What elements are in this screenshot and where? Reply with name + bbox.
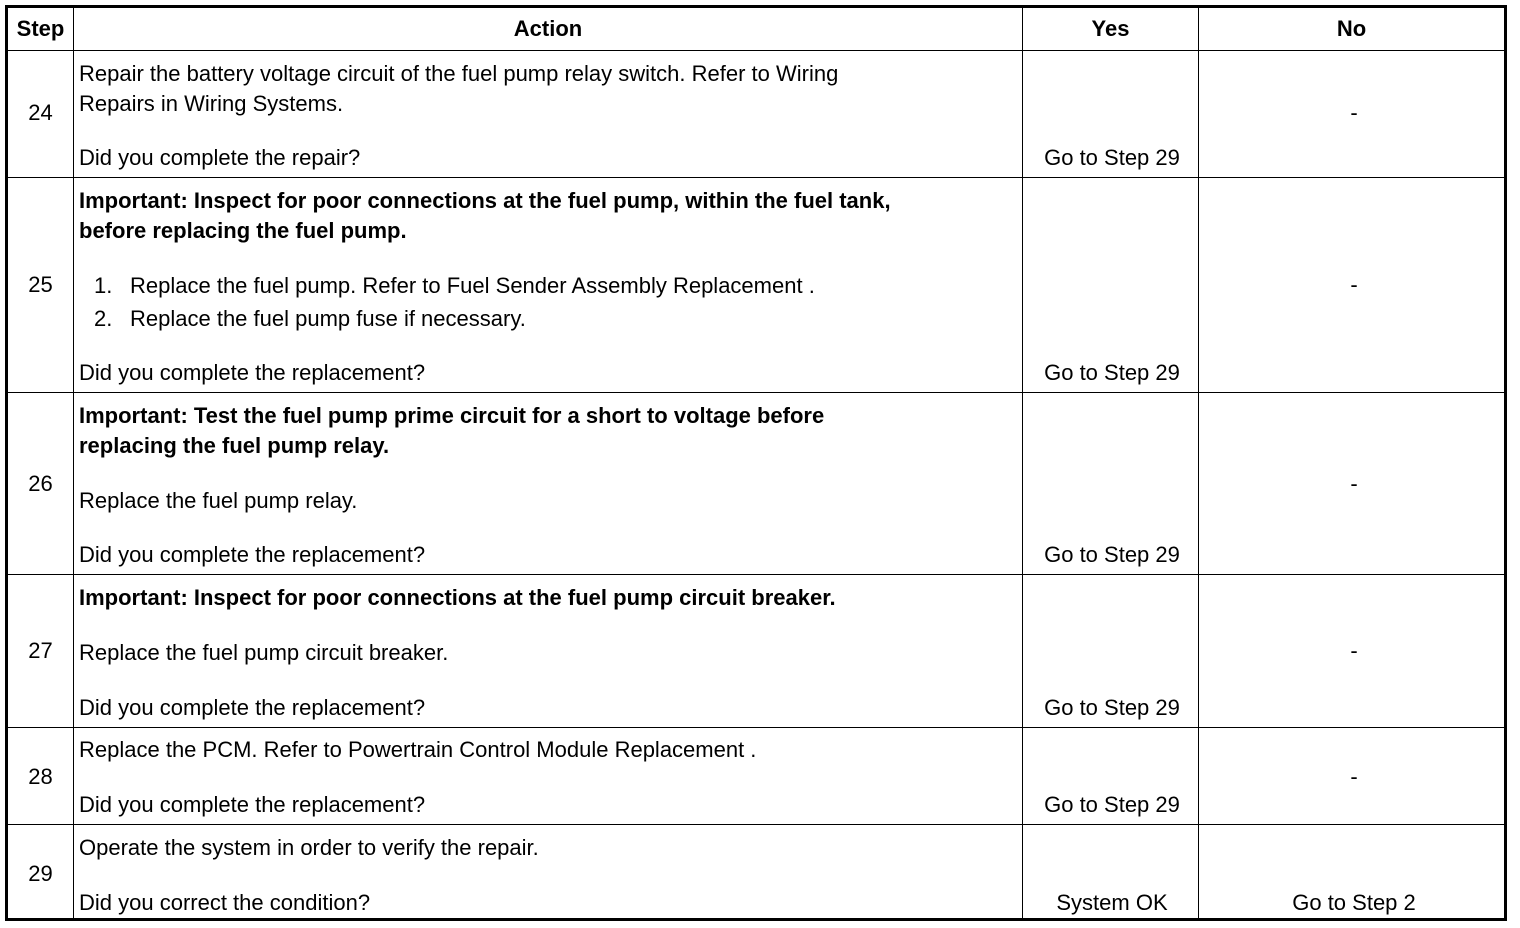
important-note: Important: Inspect for poor connections at the fuel pump circuit breaker. <box>79 585 836 610</box>
important-note: Important: Inspect for poor connections at the fuel pump, within the fuel tank, <box>79 188 891 213</box>
column-divider <box>73 8 74 918</box>
question-text: Did you complete the replacement? <box>79 360 426 385</box>
step-number: 27 <box>28 638 53 663</box>
question-text: Did you complete the repair? <box>79 145 361 170</box>
question-text: Did you complete the replacement? <box>79 542 426 567</box>
action-text: Replace the PCM. Refer to Powertrain Control Module Replacement . <box>79 737 757 762</box>
no-result: - <box>1350 638 1358 663</box>
action-text: Repair the battery voltage circuit of the fuel pump relay switch. Refer to Wiring <box>79 61 839 86</box>
header-step: Step <box>16 16 65 41</box>
row-divider <box>8 574 1504 575</box>
yes-result: Go to Step 29 <box>1044 360 1180 385</box>
no-result: - <box>1350 272 1358 297</box>
row-divider <box>8 727 1504 728</box>
step-number: 24 <box>28 100 53 125</box>
row-divider <box>8 392 1504 393</box>
list-item: Replace the fuel pump fuse if necessary. <box>130 306 526 331</box>
action-text: Repairs in Wiring Systems. <box>79 91 344 116</box>
no-result: - <box>1350 100 1358 125</box>
question-text: Did you complete the replacement? <box>79 792 426 817</box>
action-text: Operate the system in order to verify the repair. <box>79 835 539 860</box>
row-divider <box>8 50 1504 51</box>
yes-result: Go to Step 29 <box>1044 792 1180 817</box>
row-divider <box>8 824 1504 825</box>
no-result: Go to Step 2 <box>1292 890 1416 915</box>
header-action: Action <box>513 16 583 41</box>
diagnostic-table <box>5 5 1507 921</box>
step-number: 29 <box>28 861 53 886</box>
important-note: Important: Test the fuel pump prime circuit for a short to voltage before <box>79 403 825 428</box>
important-note: replacing the fuel pump relay. <box>79 433 390 458</box>
question-text: Did you complete the replacement? <box>79 695 426 720</box>
action-text: Replace the fuel pump circuit breaker. <box>79 640 449 665</box>
list-item: Replace the fuel pump. Refer to Fuel Sender Assembly Replacement . <box>130 273 815 298</box>
important-note: before replacing the fuel pump. <box>79 218 407 243</box>
list-number: 2. <box>94 306 113 331</box>
step-number: 28 <box>28 764 53 789</box>
row-divider <box>8 177 1504 178</box>
no-result: - <box>1350 764 1358 789</box>
step-number: 25 <box>28 272 53 297</box>
no-result: - <box>1350 471 1358 496</box>
list-number: 1. <box>94 273 113 298</box>
yes-result: Go to Step 29 <box>1044 695 1180 720</box>
column-divider <box>1022 8 1023 918</box>
question-text: Did you correct the condition? <box>79 890 371 915</box>
yes-result: Go to Step 29 <box>1044 145 1180 170</box>
yes-result: Go to Step 29 <box>1044 542 1180 567</box>
yes-result: System OK <box>1056 890 1168 915</box>
header-yes: Yes <box>1091 16 1130 41</box>
header-no: No <box>1336 16 1367 41</box>
step-number: 26 <box>28 471 53 496</box>
action-text: Replace the fuel pump relay. <box>79 488 358 513</box>
